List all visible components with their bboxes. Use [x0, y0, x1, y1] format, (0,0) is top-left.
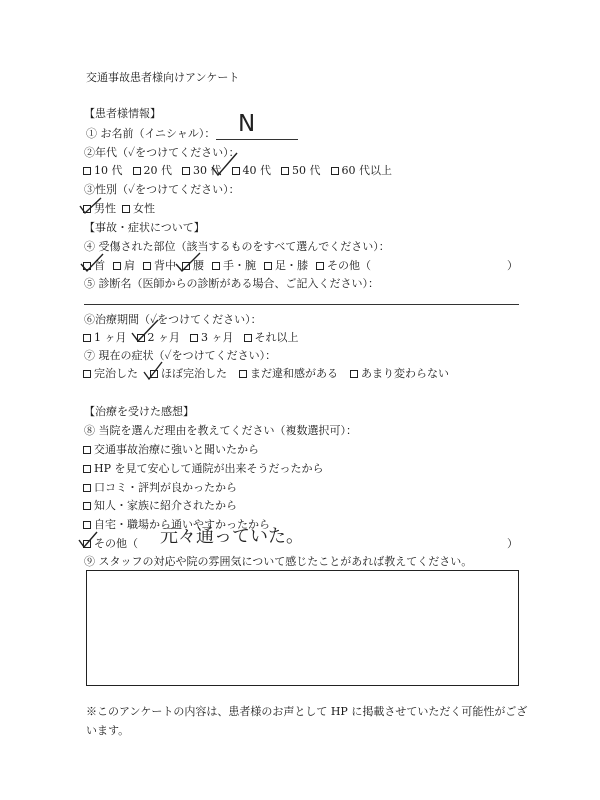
checkbox[interactable]: [83, 446, 91, 454]
option-label: 口コミ・評判が良かったから: [94, 481, 237, 494]
checkbox[interactable]: [83, 465, 91, 473]
name-answer-line[interactable]: [216, 139, 298, 140]
checkbox[interactable]: [264, 262, 272, 270]
checkbox[interactable]: [244, 334, 252, 342]
area-option-leg-knee[interactable]: [264, 259, 308, 273]
option-label: 完治した: [94, 367, 138, 380]
question-staff-feedback: ⑨ スタッフの対応や院の雰囲気について感じたことがあれば教えてください。: [84, 555, 473, 568]
checkbox[interactable]: [212, 262, 220, 270]
age-option-20[interactable]: [133, 164, 173, 178]
checkbox[interactable]: [122, 205, 130, 213]
area-option-hand-arm[interactable]: [212, 259, 256, 273]
gender-option-female[interactable]: [122, 202, 155, 216]
question-age: ②年代（✓をつけてください）：: [84, 146, 240, 159]
question-treatment-period: ⑥治療期間（✓をつけてください）：: [84, 313, 262, 326]
option-label: 2 ヶ月: [147, 331, 180, 344]
area-other-close-paren: ）: [507, 259, 518, 272]
checkbox[interactable]: [83, 370, 91, 378]
option-label: その他（: [94, 537, 138, 550]
area-option-other[interactable]: [316, 259, 371, 273]
question-gender: ③性別（✓をつけてください）：: [84, 183, 240, 196]
section-heading-patient-info: 【患者様情報】: [84, 107, 161, 120]
checkmark-age-40-icon: [210, 151, 240, 177]
option-label: HP を見て安心して通院が出来そうだったから: [94, 462, 324, 475]
option-label: 手・腕: [223, 259, 256, 272]
reason-option-referral[interactable]: [83, 499, 237, 513]
question-current-symptoms: ⑦ 現在の症状（✓をつけてください）：: [84, 349, 277, 362]
option-label: 足・膝: [275, 259, 308, 272]
reason-other-close-paren: ）: [507, 537, 518, 550]
area-option-back[interactable]: [143, 259, 176, 273]
option-label: 自宅・職場から通いやすかったから: [94, 518, 270, 531]
option-label: まだ違和感がある: [250, 367, 338, 380]
period-option-3-months[interactable]: [190, 331, 234, 345]
checkbox[interactable]: [239, 370, 247, 378]
option-label: 肩: [124, 259, 135, 272]
option-label: それ以上: [254, 331, 299, 344]
checkmark-almost-healed-icon: [142, 360, 164, 382]
option-label: 女性: [133, 202, 155, 215]
checkbox[interactable]: [83, 334, 91, 342]
checkmark-male-icon: [78, 196, 104, 216]
age-option-10[interactable]: [83, 164, 123, 178]
symptom-option-still-discomfort[interactable]: [239, 367, 338, 381]
footer-note: ※このアンケートの内容は、患者様のお声として HP に掲載させていただく可能性がござ: [86, 705, 528, 718]
question-name: ① お名前（イニシャル）：: [86, 127, 216, 140]
option-label: 20 代: [143, 164, 172, 177]
age-option-50[interactable]: [281, 164, 321, 178]
current-symptoms-options: [83, 367, 449, 381]
symptom-option-healed[interactable]: [83, 367, 138, 381]
name-answer: N: [238, 111, 256, 137]
checkbox[interactable]: [83, 521, 91, 529]
treatment-period-options: [83, 331, 299, 345]
question-injured-area: ④ 受傷された部位（該当するものをすべて選んでください）：: [84, 240, 390, 253]
reason-option-accident-treatment[interactable]: [83, 443, 259, 457]
section-heading-accident: 【事故・症状について】: [84, 221, 205, 234]
reason-option-reviews[interactable]: [83, 481, 237, 495]
option-label: 40 代: [242, 164, 271, 177]
option-label: 30 代: [193, 164, 222, 177]
checkbox[interactable]: [190, 334, 198, 342]
option-label: 50 代: [292, 164, 321, 177]
option-label: 男性: [94, 202, 116, 215]
document-title: 交通事故患者様向けアンケート: [86, 71, 240, 84]
checkbox[interactable]: [182, 167, 190, 175]
option-label: 腰: [193, 259, 204, 272]
question-reason: ⑧ 当院を選んだ理由を教えてください（複数選択可）：: [84, 424, 357, 437]
period-option-1-month[interactable]: [83, 331, 127, 345]
option-label: 60 代以上: [341, 164, 392, 177]
section-heading-impressions: 【治療を受けた感想】: [84, 405, 194, 418]
injured-area-options: [83, 259, 371, 273]
option-label: 首: [94, 259, 105, 272]
checkmark-reason-other-icon: [77, 530, 99, 550]
checkbox[interactable]: [133, 167, 141, 175]
question-diagnosis: ⑤ 診断名（医師からの診断がある場合、ご記入ください）：: [84, 277, 379, 290]
reason-other-answer: 元々通っていた。: [160, 526, 304, 547]
age-option-60-plus[interactable]: [331, 164, 393, 178]
staff-feedback-box[interactable]: [86, 570, 519, 686]
checkbox[interactable]: [83, 484, 91, 492]
reason-option-homepage[interactable]: [83, 462, 324, 476]
option-label: 10 代: [94, 164, 123, 177]
option-label: 背中: [154, 259, 176, 272]
option-label: 3 ヶ月: [201, 331, 234, 344]
option-label: 交通事故治療に強いと聞いたから: [94, 443, 259, 456]
checkbox[interactable]: [281, 167, 289, 175]
checkbox[interactable]: [83, 502, 91, 510]
period-option-more[interactable]: [244, 331, 299, 345]
diagnosis-answer-line[interactable]: [84, 304, 519, 305]
checkbox[interactable]: [331, 167, 339, 175]
checkmark-neck-icon: [79, 252, 105, 274]
checkbox[interactable]: [316, 262, 324, 270]
checkmark-2-months-icon: [130, 318, 160, 344]
checkmark-back-icon: [174, 251, 202, 273]
option-label: 1 ヶ月: [94, 331, 127, 344]
symptom-option-no-change[interactable]: [350, 367, 449, 381]
checkbox[interactable]: [143, 262, 151, 270]
option-label: 知人・家族に紹介されたから: [94, 499, 237, 512]
checkbox[interactable]: [113, 262, 121, 270]
option-label: あまり変わらない: [361, 367, 449, 380]
option-label: ほぼ完治した: [161, 367, 227, 380]
option-label: その他（: [327, 259, 371, 272]
checkbox[interactable]: [350, 370, 358, 378]
footer-note-continued: います。: [86, 724, 130, 737]
checkbox[interactable]: [83, 167, 91, 175]
area-option-shoulder[interactable]: [113, 259, 135, 273]
